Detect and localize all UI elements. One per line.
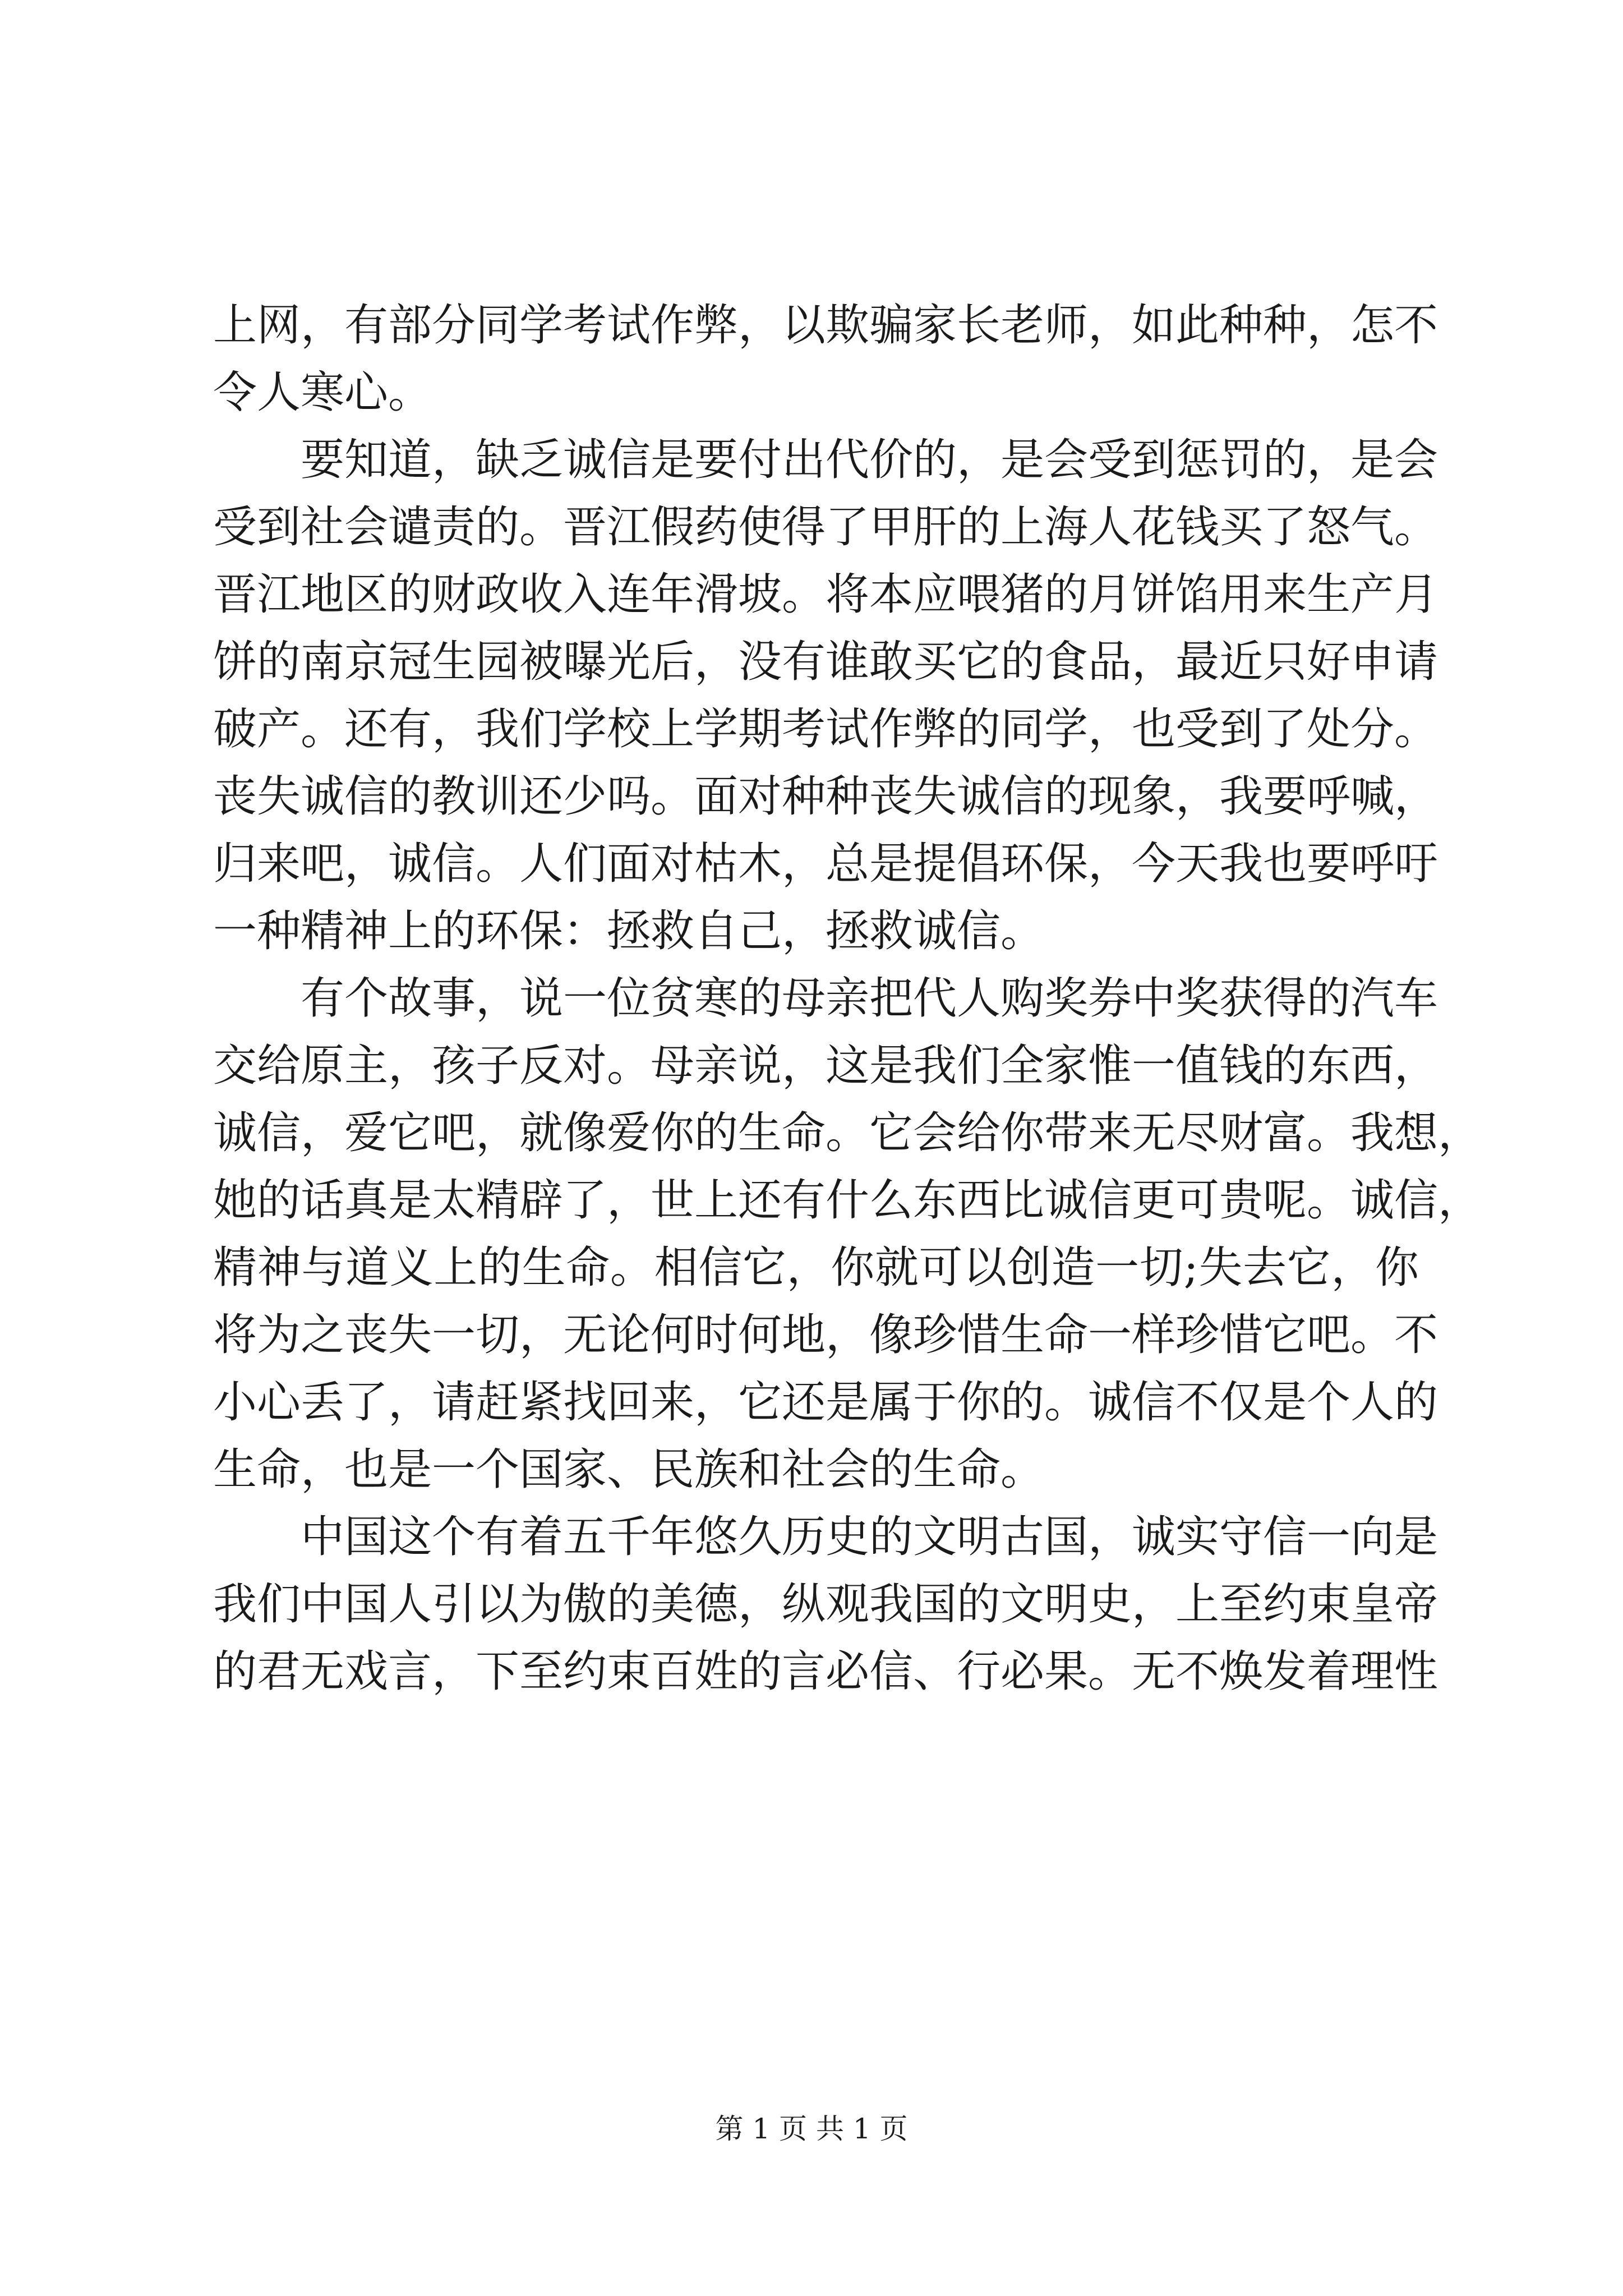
text-line: 要知道，缺乏诚信是要付出代价的，是会受到惩罚的，是会 (301, 435, 1438, 485)
text-line: 令人寒心。 (213, 367, 432, 418)
text-line: 有个故事，说一位贫寒的母亲把代人购奖券中奖获得的汽车 (301, 973, 1438, 1024)
text-line: 中国这个有着五千年悠久历史的文明古国，诚实守信一向是 (301, 1512, 1438, 1562)
text-line: 的君无戏言，下至约束百姓的言必信、行必果。无不焕发着理性 (213, 1646, 1438, 1697)
text-line: 破产。还有，我们学校上学期考试作弊的同学，也受到了处分。 (213, 704, 1438, 754)
text-line: 晋江地区的财政收入连年滑坡。将本应喂猪的月饼馅用来生产月 (213, 569, 1438, 620)
document-body (213, 292, 1482, 1705)
page-footer: 第 1 页 共 1 页 (715, 2113, 908, 2145)
text-line: 丧失诚信的教训还少吗。面对种种丧失诚信的现象，我要呼喊， (213, 771, 1438, 822)
text-line: 饼的南京冠生园被曝光后，没有谁敢买它的食品，最近只好申请 (213, 637, 1438, 687)
text-line: 交给原主，孩子反对。母亲说，这是我们全家惟一值钱的东西， (213, 1041, 1438, 1091)
text-line: 生命，也是一个国家、民族和社会的生命。 (213, 1444, 1045, 1495)
text-line: 我们中国人引以为傲的美德，纵观我国的文明史，上至约束皇帝 (213, 1579, 1438, 1630)
text-line: 上网，有部分同学考试作弊，以欺骗家长老师，如此种种，怎不 (213, 300, 1438, 351)
text-line: 精神与道义上的生命。相信它，你就可以创造一切;失去它，你 (213, 1243, 1419, 1293)
text-line: 一种精神上的环保：拯救自己，拯救诚信。 (213, 906, 1045, 956)
text-line: 将为之丧失一切，无论何时何地，像珍惜生命一样珍惜它吧。不 (213, 1310, 1438, 1360)
text-line: 小心丢了，请赶紧找回来，它还是属于你的。诚信不仅是个人的 (213, 1377, 1438, 1428)
text-line: 受到社会谴责的。晋江假药使得了甲肝的上海人花钱买了怒气。 (213, 502, 1438, 553)
text-line: 她的话真是太精辟了，世上还有什么东西比诚信更可贵呢。诚信， (213, 1175, 1482, 1226)
text-line: 诚信，爱它吧，就像爱你的生命。它会给你带来无尽财富。我想， (213, 1108, 1482, 1158)
text-line: 归来吧，诚信。人们面对枯木，总是提倡环保，今天我也要呼吁 (213, 839, 1438, 889)
